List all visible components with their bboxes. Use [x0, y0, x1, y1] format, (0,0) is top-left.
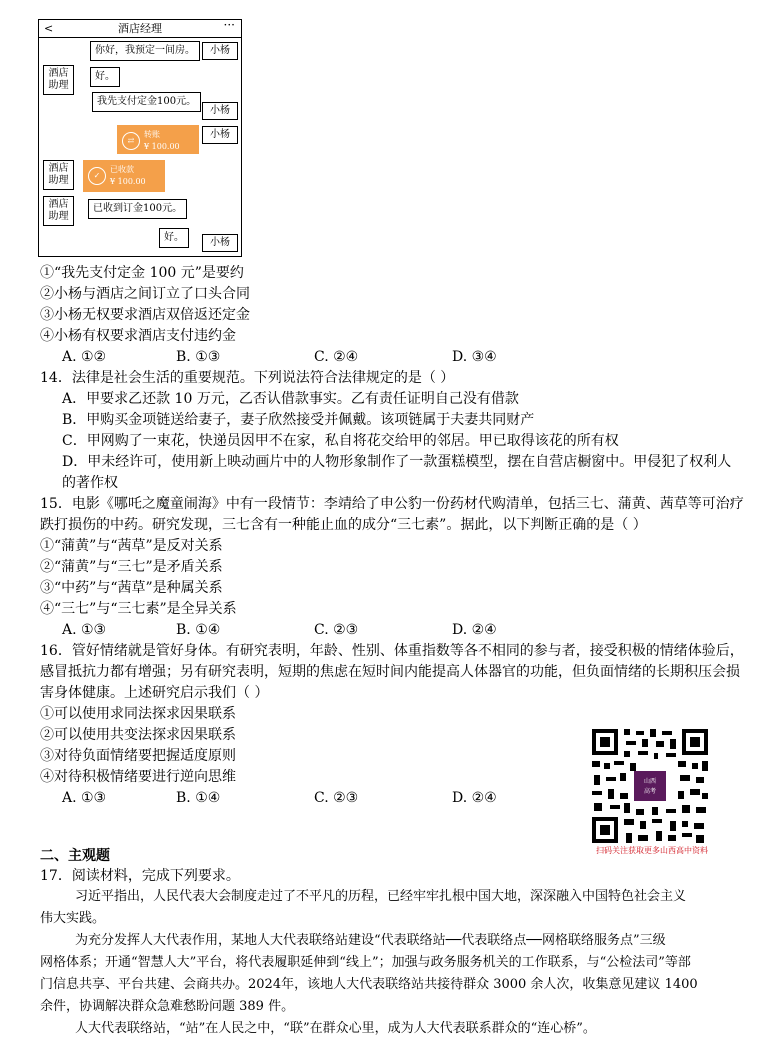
- received-amount: ¥ 100.00: [110, 177, 146, 186]
- q16-option-b[interactable]: B. ①④: [176, 790, 221, 806]
- avatar-user: 小杨: [202, 126, 238, 144]
- q16-statement-2: ②可以使用共变法探求因果联系: [40, 727, 236, 743]
- chat-title: 酒店经理: [118, 22, 162, 35]
- q16-stem-cont: 感冒抵抗力都有增强；另有研究表明，短期的焦虑在短时间内能提高人体器官的功能，但负面情绪的长期积压会损: [40, 664, 740, 680]
- back-icon[interactable]: <: [44, 22, 54, 35]
- qr-badge: [634, 771, 666, 801]
- q14-option-d-cont: 的著作权: [62, 475, 118, 491]
- material-paragraph-2: 为充分发挥人大代表作用，某地人大代表联络站建设“代表联络站──代表联络点──网格联络服务点”三级: [75, 933, 666, 948]
- material-paragraph-1: 习近平指出，人民代表大会制度走过了不平凡的历程，已经牢牢扎根中国大地，深深融入中国特色社会主义: [75, 889, 687, 904]
- q15-option-d[interactable]: D. ②④: [452, 622, 497, 638]
- more-icon[interactable]: ···: [223, 18, 235, 32]
- q16-statement-3: ③对待负面情绪要把握适度原则: [40, 748, 236, 764]
- material-paragraph-3: 人大代表联络站，“站”在人民之中，“联”在群众心里，成为人大代表联系群众的“连心桥”。: [75, 1021, 596, 1036]
- q13-statement-3: ③小杨无权要求酒店双倍返还定金: [40, 307, 250, 323]
- avatar-assistant: 酒店助理: [43, 160, 74, 190]
- q15-option-b[interactable]: B. ①④: [176, 622, 221, 638]
- material-paragraph-1-cont: 伟大实践。: [40, 911, 106, 926]
- transfer-label: 转账: [144, 130, 160, 139]
- q16-statement-4: ④对待积极情绪要进行逆向思维: [40, 769, 236, 785]
- avatar-user: 小杨: [202, 234, 238, 252]
- q13-option-d[interactable]: D. ③④: [452, 349, 497, 365]
- q13-option-a[interactable]: A. ①②: [62, 349, 107, 365]
- received-label: 已收款: [110, 165, 134, 174]
- section-heading: 二、主观题: [40, 848, 110, 864]
- q16-statement-1: ①可以使用求同法探求因果联系: [40, 706, 236, 722]
- qr-code[interactable]: [590, 727, 710, 845]
- q14-stem: 14．法律是社会生活的重要规范。下列说法符合法律规定的是（ ）: [40, 370, 455, 386]
- q13-option-c[interactable]: C. ②④: [314, 349, 359, 365]
- q15-statement-2: ②“蒲黄”与“三七”是矛盾关系: [40, 559, 223, 575]
- chat-screenshot: [38, 19, 242, 257]
- avatar-assistant: 酒店助理: [43, 65, 74, 95]
- q16-stem: 16．管好情绪就是管好身体。有研究表明，年龄、性别、体重指数等各不相同的参与者，接受积极的情绪体验后，: [40, 643, 744, 659]
- q15-statement-1: ①“蒲黄”与“茜草”是反对关系: [40, 538, 223, 554]
- q15-option-c[interactable]: C. ②③: [314, 622, 359, 638]
- chat-bubble-assistant: 已收到订金100元。: [88, 199, 187, 219]
- transfer-icon: ⇄: [122, 132, 140, 150]
- q13-statement-4: ④小杨有权要求酒店支付违约金: [40, 328, 236, 344]
- chat-header: [39, 20, 241, 38]
- svg-text:高考: 高考: [643, 788, 657, 795]
- q15-option-a[interactable]: A. ①③: [62, 622, 107, 638]
- avatar-assistant: 酒店助理: [43, 196, 74, 226]
- q15-stem-cont: 跌打损伤的中药。研究发现，三七含有一种能止血的成分“三七素”。据此，以下判断正确的是（ ）: [40, 517, 647, 533]
- material-paragraph-2-cont: 门信息共享、平台共建、会商共办。2024年，该地人大代表联络站共接待群众 3000 余人次，收集意见建议 1400: [40, 977, 698, 992]
- material-paragraph-2-cont: 余件，协调解决群众急难愁盼问题 389 件。: [40, 999, 295, 1014]
- chat-bubble-user: 好。: [159, 228, 189, 248]
- q14-option-b[interactable]: B．甲购买金项链送给妻子，妻子欣然接受并佩戴。该项链属于夫妻共同财产: [62, 412, 535, 428]
- q15-stem: 15．电影《哪吒之魔童闹海》中有一段情节：李靖给了申公豹一份药材代购清单，包括三七、蒲黄、茜草等可治疗: [40, 496, 744, 512]
- avatar-user: 小杨: [202, 42, 238, 60]
- qr-badge-label: 山西: [643, 778, 657, 785]
- material-paragraph-2-cont: 网格体系；开通“智慧人大”平台，将代表履职延伸到“线上”；加强与政务服务机关的工作联系，与“公检法司”等部: [40, 955, 691, 970]
- check-circle-icon: ✓: [88, 167, 106, 185]
- q15-statement-3: ③“中药”与“茜草”是种属关系: [40, 580, 223, 596]
- chat-bubble-user: 我先支付定金100元。: [92, 92, 201, 112]
- chat-bubble-assistant: 好。: [90, 67, 120, 87]
- q14-option-c[interactable]: C．甲网购了一束花，快递员因甲不在家，私自将花交给甲的邻居。甲已取得该花的所有权: [62, 433, 619, 449]
- q13-statement-1: ①“我先支付定金 100 元”是要约: [40, 265, 244, 281]
- q15-statement-4: ④“三七”与“三七素”是全异关系: [40, 601, 237, 617]
- avatar-user: 小杨: [202, 102, 238, 120]
- q14-option-a[interactable]: A．甲要求乙还款 10 万元，乙否认借款事实。乙有责任证明自己没有借款: [62, 391, 519, 407]
- q13-option-b[interactable]: B. ①③: [176, 349, 221, 365]
- q16-option-d[interactable]: D. ②④: [452, 790, 497, 806]
- received-card[interactable]: [83, 160, 165, 192]
- q16-stem-cont: 害身体健康。上述研究启示我们（ ）: [40, 685, 269, 701]
- qr-caption: 扫码关注获取更多山西高中资料: [596, 846, 708, 855]
- chat-bubble-user: 你好，我预定一间房。: [90, 41, 200, 61]
- transfer-card[interactable]: [117, 125, 199, 154]
- transfer-amount: ¥ 100.00: [144, 142, 180, 151]
- q13-statement-2: ②小杨与酒店之间订立了口头合同: [40, 286, 250, 302]
- q14-option-d[interactable]: D．甲未经许可，使用新上映动画片中的人物形象制作了一款蛋糕模型，摆在自营店橱窗中。甲侵犯了权利人: [62, 454, 732, 470]
- q16-option-c[interactable]: C. ②③: [314, 790, 359, 806]
- q16-option-a[interactable]: A. ①③: [62, 790, 107, 806]
- q17-stem: 17．阅读材料，完成下列要求。: [40, 868, 240, 884]
